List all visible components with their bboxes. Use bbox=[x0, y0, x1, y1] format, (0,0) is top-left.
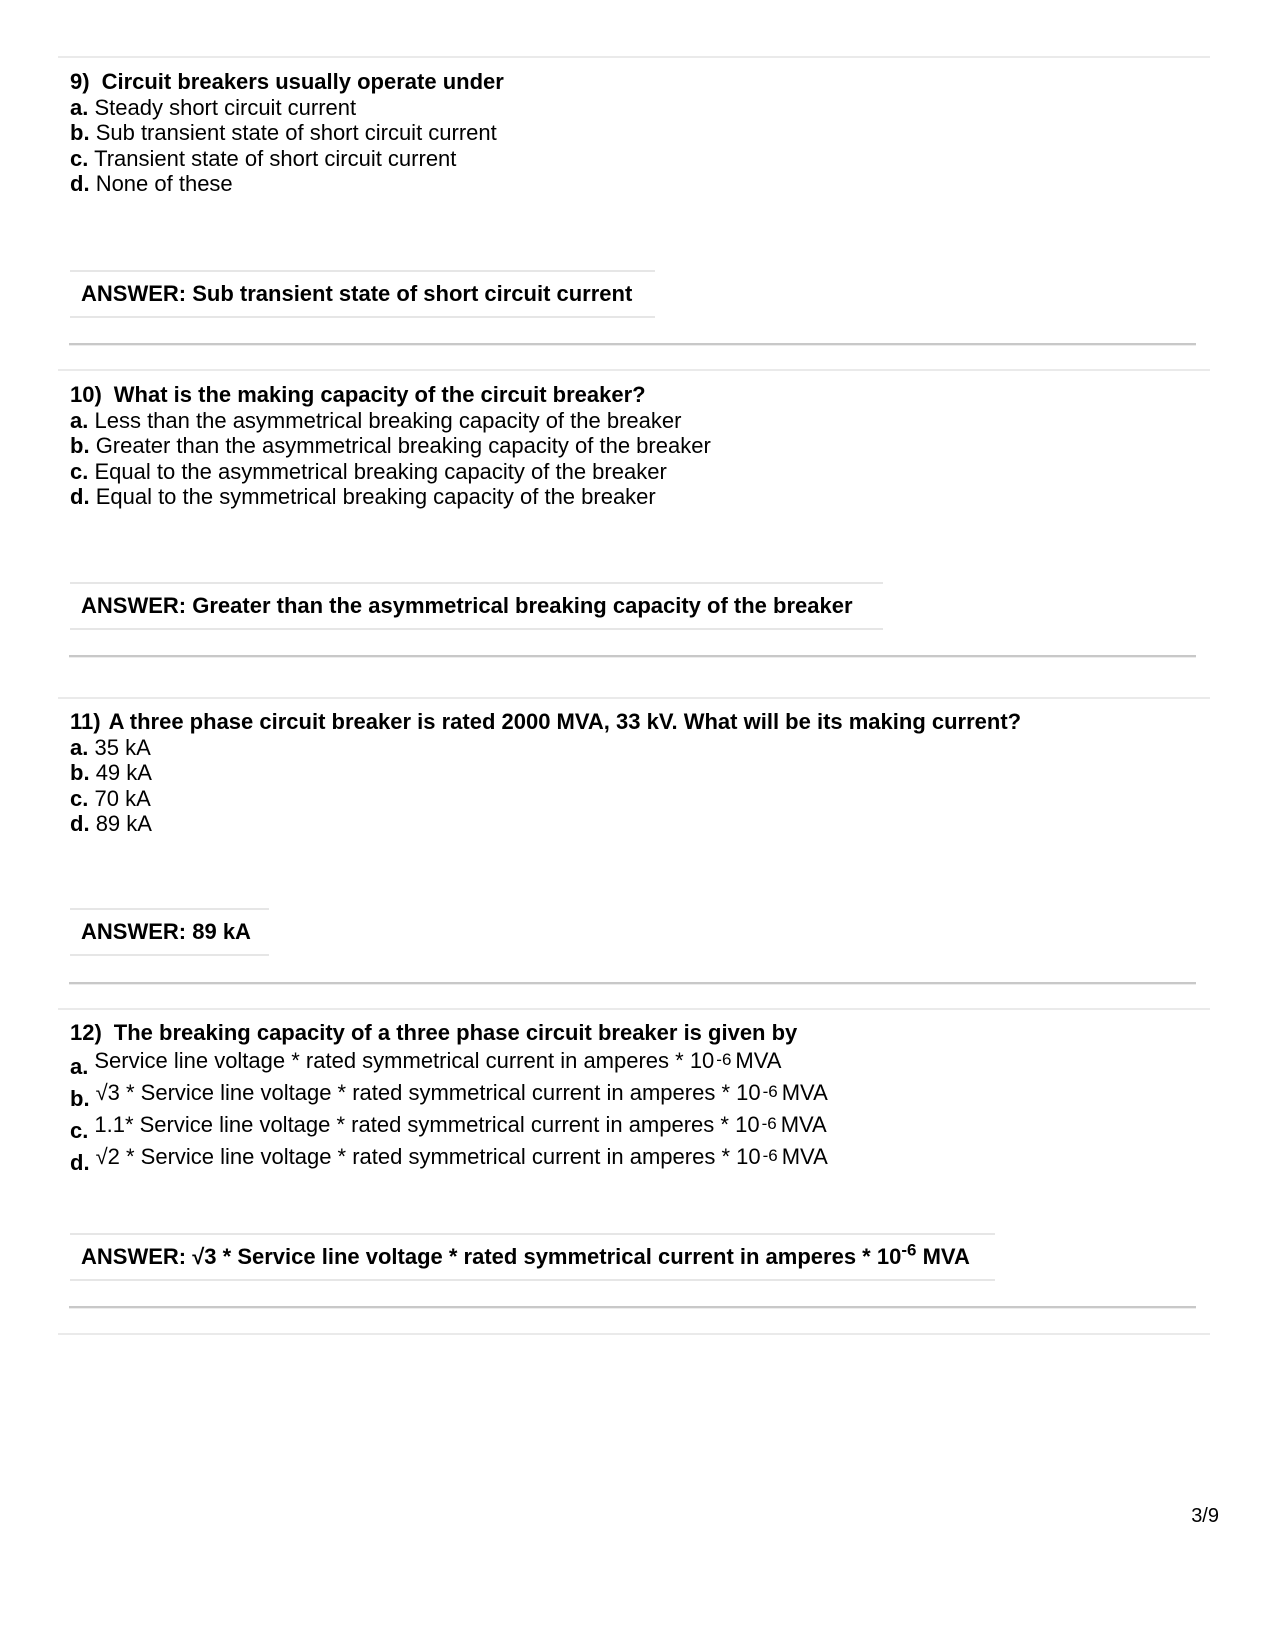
answer-label: ANSWER: bbox=[81, 593, 187, 618]
question-9 bbox=[70, 69, 504, 197]
question-text: What is the making capacity of the circuit breaker? bbox=[113, 382, 646, 407]
exponent: -6 bbox=[762, 1145, 778, 1165]
option-b: b. Greater than the asymmetrical breaking capacity of the breaker bbox=[70, 433, 711, 458]
option-a: a. Less than the asymmetrical breaking capacity of the breaker bbox=[70, 407, 682, 433]
question-11 bbox=[70, 709, 1021, 837]
option-a: a. 35 kA bbox=[70, 734, 151, 760]
page-number: 3/9 bbox=[1191, 1505, 1219, 1527]
question-text: A three phase circuit breaker is rated 2000 MVA, 33 kV. What will be its making current? bbox=[108, 709, 1022, 734]
answer-label: ANSWER: bbox=[81, 1244, 187, 1269]
option-b: b. 49 kA bbox=[70, 760, 152, 785]
section-divider bbox=[58, 369, 1210, 371]
option-d: d. None of these bbox=[70, 171, 233, 196]
option-a: a. Steady short circuit current bbox=[70, 94, 357, 120]
answer-box bbox=[70, 908, 269, 956]
answer-box bbox=[70, 270, 655, 318]
question-title bbox=[70, 709, 1021, 735]
answer-text: Greater than the asymmetrical breaking capacity of the breaker bbox=[192, 593, 853, 618]
answer-text: 89 kA bbox=[192, 919, 251, 944]
question-text: Circuit breakers usually operate under bbox=[101, 69, 504, 94]
answer-unit: MVA bbox=[922, 1244, 970, 1269]
question-10 bbox=[70, 382, 711, 510]
question-number: 10) bbox=[70, 382, 102, 407]
answer-divider bbox=[69, 343, 1196, 345]
option-a: a. Service line voltage * rated symmetrical current in amperes * 10 -6 MVA bbox=[70, 1047, 782, 1079]
option-d: d. √2 * Service line voltage * rated symmetrical current in amperes * 10 -6 MVA bbox=[70, 1143, 828, 1175]
answer-text: Sub transient state of short circuit current bbox=[192, 281, 633, 306]
question-12 bbox=[70, 1020, 828, 1174]
section-divider bbox=[58, 697, 1210, 699]
exponent: -6 bbox=[761, 1113, 777, 1133]
option-d: d. 89 kA bbox=[70, 811, 152, 836]
question-number: 12) bbox=[70, 1020, 102, 1045]
answer-label: ANSWER: bbox=[81, 281, 187, 306]
answer-exponent: -6 bbox=[901, 1240, 917, 1260]
option-d: d. Equal to the symmetrical breaking capacity of the breaker bbox=[70, 484, 656, 509]
answer-text: √3 * Service line voltage * rated symmetrical current in amperes * 10 bbox=[192, 1244, 902, 1269]
option-c: c. 70 kA bbox=[70, 785, 151, 811]
question-title bbox=[70, 1020, 828, 1046]
question-number: 9) bbox=[70, 69, 90, 94]
question-number: 11) bbox=[70, 709, 101, 734]
answer-box bbox=[70, 1233, 995, 1281]
question-text: The breaking capacity of a three phase circuit breaker is given by bbox=[113, 1020, 798, 1045]
question-title bbox=[70, 69, 504, 95]
option-c: c. 1.1* Service line voltage * rated symmetrical current in amperes * 10 -6 MVA bbox=[70, 1111, 827, 1143]
option-c: c. Equal to the asymmetrical breaking capacity of the breaker bbox=[70, 458, 667, 484]
exponent: -6 bbox=[716, 1049, 732, 1069]
answer-divider bbox=[69, 982, 1196, 984]
section-divider bbox=[58, 1008, 1210, 1010]
answer-divider bbox=[69, 1306, 1196, 1308]
answer-divider bbox=[69, 655, 1196, 657]
exponent: -6 bbox=[762, 1081, 778, 1101]
option-b: b. Sub transient state of short circuit current bbox=[70, 120, 497, 145]
answer-label: ANSWER: bbox=[81, 919, 187, 944]
answer-box bbox=[70, 582, 883, 630]
question-title bbox=[70, 382, 711, 408]
section-divider bbox=[58, 1333, 1210, 1335]
section-divider bbox=[58, 56, 1210, 58]
option-c: c. Transient state of short circuit current bbox=[70, 145, 457, 171]
option-b: b. √3 * Service line voltage * rated symmetrical current in amperes * 10 -6 MVA bbox=[70, 1079, 828, 1111]
